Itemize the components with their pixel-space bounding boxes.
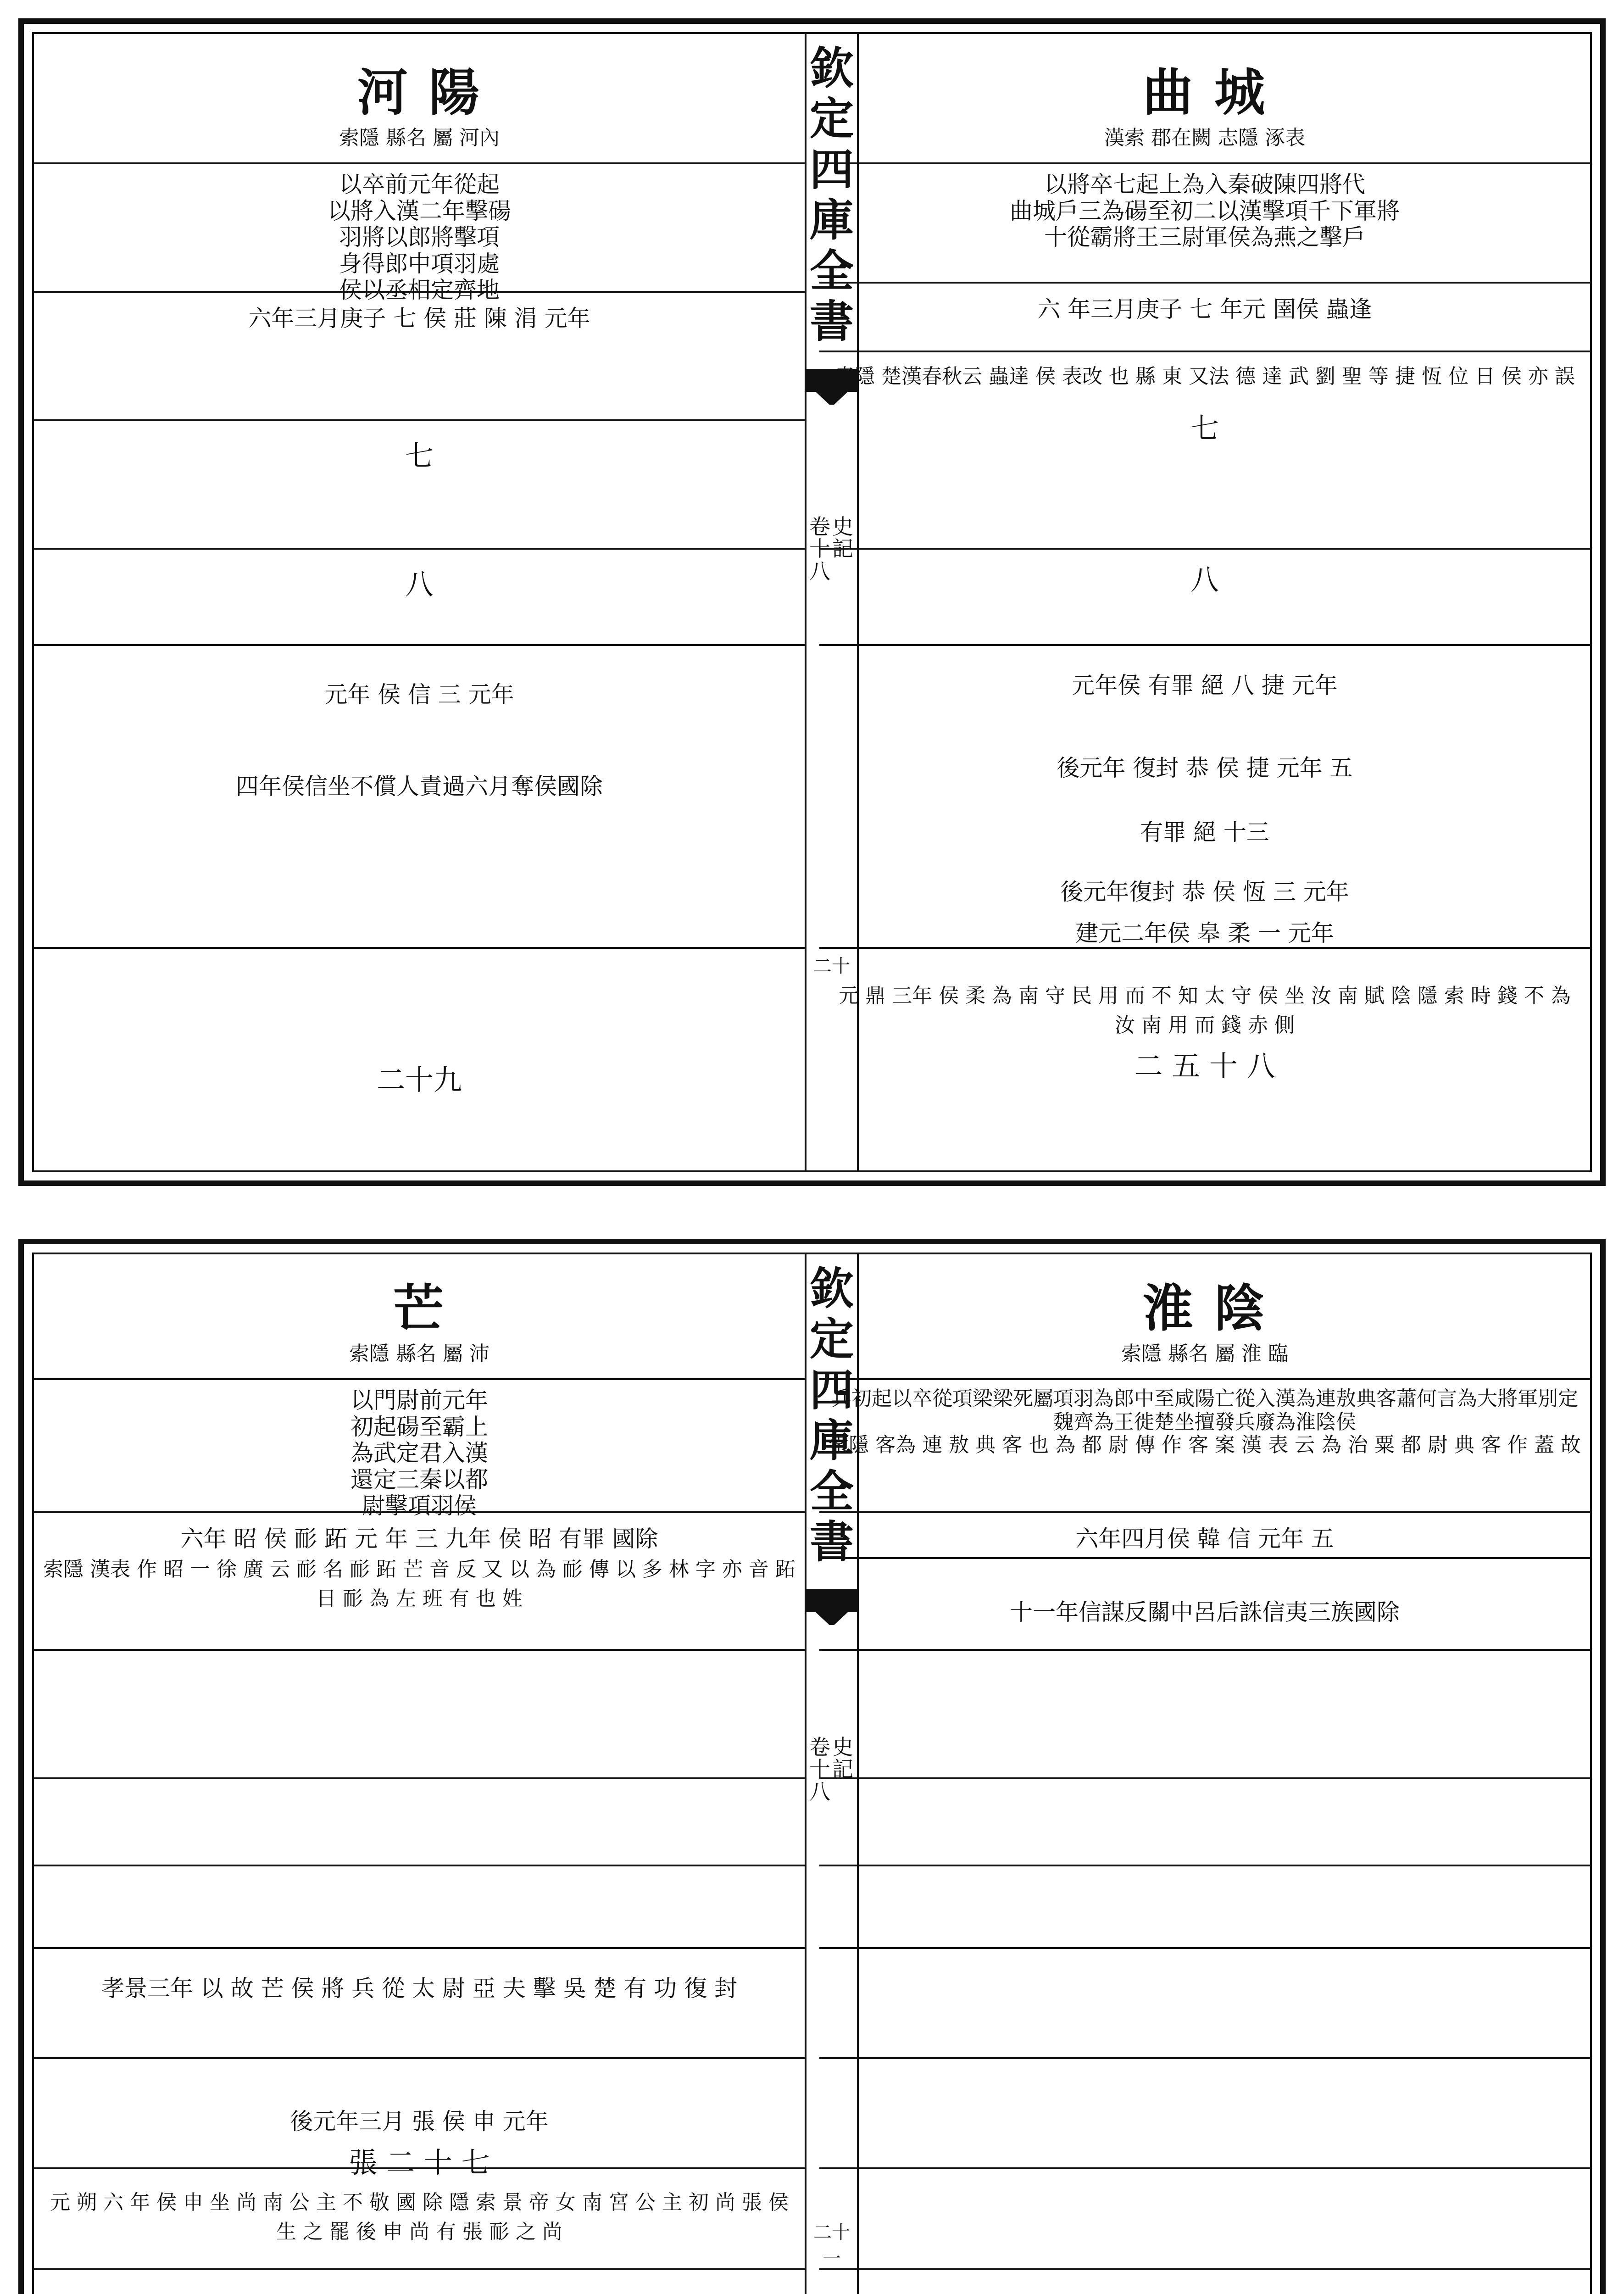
right-half — [819, 34, 1590, 1170]
bio-line: 以將入漢二年擊碭 — [328, 197, 511, 224]
row-divider — [819, 2268, 1590, 2270]
reign-line: 後元年 復封 恭 侯 捷 元年 五 — [1057, 755, 1353, 781]
spine-char: 四 — [810, 1364, 854, 1416]
row-divider — [819, 644, 1590, 646]
row-divider — [34, 548, 805, 550]
juan-char: 十 — [809, 1757, 830, 1782]
row-divider — [34, 644, 805, 646]
place-note: 索隱 縣名 屬 河內 — [339, 126, 500, 150]
row-divider — [819, 1557, 1590, 1559]
page-top — [18, 18, 1606, 1186]
spine-char: 庫 — [810, 194, 854, 246]
row-divider — [819, 2057, 1590, 2059]
page-bottom — [18, 1239, 1606, 2294]
row-divider — [819, 1511, 1590, 1513]
row-divider — [819, 1777, 1590, 1779]
reign-line: 元年 侯 信 三 元年 — [324, 681, 514, 708]
annotation: 索隱 楚漢春秋云 蟲達 侯 表改 也 縣 東 又法 德 達 武 劉 聖 等 捷 恆 位 日 侯 亦 誤 — [834, 365, 1575, 388]
juan-char: 八 — [809, 558, 830, 584]
row-divider — [819, 947, 1590, 949]
place-name: 芒 — [393, 1279, 445, 1338]
row-divider — [34, 1865, 805, 1866]
biography — [43, 172, 795, 304]
row-divider — [819, 351, 1590, 352]
spine-char: 欽 — [810, 42, 854, 94]
row-divider — [34, 2057, 805, 2059]
bio-line: 身得郎中項羽處 — [339, 250, 500, 277]
bio-line: 以卒前元年從起 — [339, 171, 500, 198]
spine-char: 庫 — [810, 1414, 854, 1467]
row-divider — [819, 1378, 1590, 1380]
year-count: 二十九 — [376, 1063, 462, 1097]
enfeoffment-line: 六 年三月庚子 七 年元 圉侯 蟲逢 — [1037, 296, 1372, 323]
bio-line: 尉擊項羽侯 — [362, 1492, 477, 1519]
reign-line: 元年侯 有罪 絕 八 捷 元年 — [1072, 672, 1338, 699]
bio-line: 以將卒七起上為入秦破陳四將代 — [1044, 171, 1365, 198]
juan-char: 八 — [809, 1779, 830, 1804]
juan-char: 史 — [832, 514, 853, 539]
row-divider — [819, 1649, 1590, 1651]
spine-char: 欽 — [810, 1263, 854, 1314]
reign-line: 四年侯信坐不償人責過六月奪侯國除 — [236, 773, 603, 800]
year-count: 二 五 十 八 — [1134, 1049, 1275, 1083]
year-count: 七 — [1190, 412, 1219, 445]
bio-line: 索隱 客為 連 敖 典 客 也 為 都 尉 傳 作 客 案 漢 表 云 為 治 粟 都 尉 典 客 作 蓋 故 — [829, 1433, 1581, 1457]
row-divider — [819, 1865, 1590, 1866]
year-count: 八 — [1190, 563, 1219, 596]
annotation: 元 鼎 三年 侯 柔 為 南 守 民 用 而 不 知 太 守 侯 坐 汝 南 賦 陰 隱 索 時 錢 不 為 汝 南 用 而 錢 赤 側 — [839, 984, 1571, 1037]
right-half — [819, 1254, 1590, 2294]
row-divider — [819, 2167, 1590, 2169]
biography — [43, 1387, 795, 1520]
annotation: 元 朔 六 年 侯 申 坐 尚 南 公 主 不 敬 國 除 隱 索 景 帝 女 南 宮 公 主 初 尚 張 侯 生 之 罷 後 申 尚 有 張 耏 之 尚 — [50, 2191, 789, 2244]
reign-line: 十一年信謀反關中呂后誅信夷三族國除 — [1010, 1599, 1400, 1626]
folio-number: 二十 — [813, 956, 850, 977]
page-frame — [32, 1253, 1592, 2294]
left-half — [34, 34, 805, 1170]
spine-char: 全 — [810, 1465, 854, 1517]
juan-char: 卷 — [809, 514, 830, 539]
spine-char: 定 — [810, 93, 854, 145]
spine-char: 全 — [810, 245, 854, 297]
enfeoffment-line: 六年三月庚子 七 侯 莊 陳 涓 元年 — [248, 305, 590, 332]
biography — [829, 172, 1581, 251]
enfeoffment-line: 六年四月侯 韓 信 元年 五 — [1075, 1526, 1334, 1552]
row-divider — [819, 548, 1590, 550]
row-divider — [819, 162, 1590, 164]
place-name: 淮 陰 — [1142, 1279, 1267, 1338]
reign-line: 後元年三月 張 侯 申 元年 — [290, 2108, 549, 2135]
left-half — [34, 1254, 805, 2294]
bio-line: 還定三秦以都 — [350, 1466, 488, 1493]
place-note: 索隱 縣名 屬 沛 — [349, 1342, 489, 1365]
row-divider — [819, 282, 1590, 284]
row-divider — [34, 1777, 805, 1779]
row-divider — [34, 162, 805, 164]
bio-line: 以門尉前元年 — [350, 1387, 488, 1414]
reign-line: 建元二年侯 皋 柔 一 元年 — [1075, 920, 1334, 947]
juan-char: 十 — [809, 536, 830, 562]
row-divider — [34, 419, 805, 421]
reign-line: 後元年復封 恭 侯 恆 三 元年 — [1060, 879, 1349, 905]
juan-char: 卷 — [809, 1735, 830, 1759]
enfeoffment-line: 六年 昭 侯 耏 跖 元 年 三 九年 侯 昭 有罪 國除 — [180, 1526, 658, 1552]
bio-line: 初起碭至霸上 — [350, 1413, 488, 1440]
row-divider — [34, 2167, 805, 2169]
reign-line: 孝景三年 以 故 芒 侯 將 兵 從 太 尉 亞 夫 擊 吳 楚 有 功 復 封 — [101, 1975, 738, 2002]
row-divider — [34, 1378, 805, 1380]
year-count: 七 — [405, 439, 434, 473]
juan-char: 記 — [832, 1757, 853, 1782]
bio-line: 為武定君入漢 — [350, 1440, 488, 1466]
page-frame — [32, 32, 1592, 1172]
reign-line: 有罪 絕 十三 — [1140, 819, 1269, 846]
bio-line: 兵初起以卒從項梁梁死屬項羽為郎中至咸陽亡從入漢為連敖典客蕭何言為大將軍別定魏齊為王徙楚坐擅發兵廢為淮陰侯 — [831, 1387, 1578, 1434]
spine-char: 書 — [810, 295, 854, 347]
place-name: 河 陽 — [357, 63, 482, 122]
row-divider — [34, 1947, 805, 1949]
bio-line: 羽將以郎將擊項 — [339, 224, 500, 251]
spine-char: 書 — [810, 1515, 854, 1568]
year-count: 八 — [405, 568, 434, 601]
folio-number: 二十一 — [813, 2222, 850, 2269]
row-divider — [34, 1511, 805, 1513]
juan-char: 記 — [832, 536, 853, 562]
bio-line: 十從霸將王三尉軍侯為燕之擊戶 — [1044, 224, 1365, 251]
place-note: 索隱 縣名 屬 淮 臨 — [1121, 1342, 1288, 1365]
row-divider — [34, 2268, 805, 2270]
place-name: 曲 城 — [1142, 63, 1267, 122]
row-divider — [34, 947, 805, 949]
spine-char: 定 — [810, 1313, 854, 1365]
biography — [829, 1387, 1581, 1457]
row-divider — [34, 1649, 805, 1651]
row-divider — [34, 291, 805, 293]
annotation: 索隱 漢表 作 昭 一 徐 廣 云 耏 名 耏 跖 芒 音 反 又 以 為 耏 傳 以 多 林 字 亦 音 跖 日 耏 為 左 班 有 也 姓 — [43, 1558, 795, 1610]
row-divider — [819, 1947, 1590, 1949]
juan-char: 史 — [832, 1735, 853, 1759]
spine-char: 四 — [810, 143, 854, 195]
bio-line: 曲城戶三為碭至初二以漢擊項千下軍將 — [1010, 197, 1400, 224]
year-count: 張 二 十 七 — [349, 2146, 490, 2179]
place-note: 漢索 郡在闕 志隱 涿表 — [1104, 126, 1305, 150]
bio-line: 侯以丞相定齊地 — [339, 277, 500, 303]
